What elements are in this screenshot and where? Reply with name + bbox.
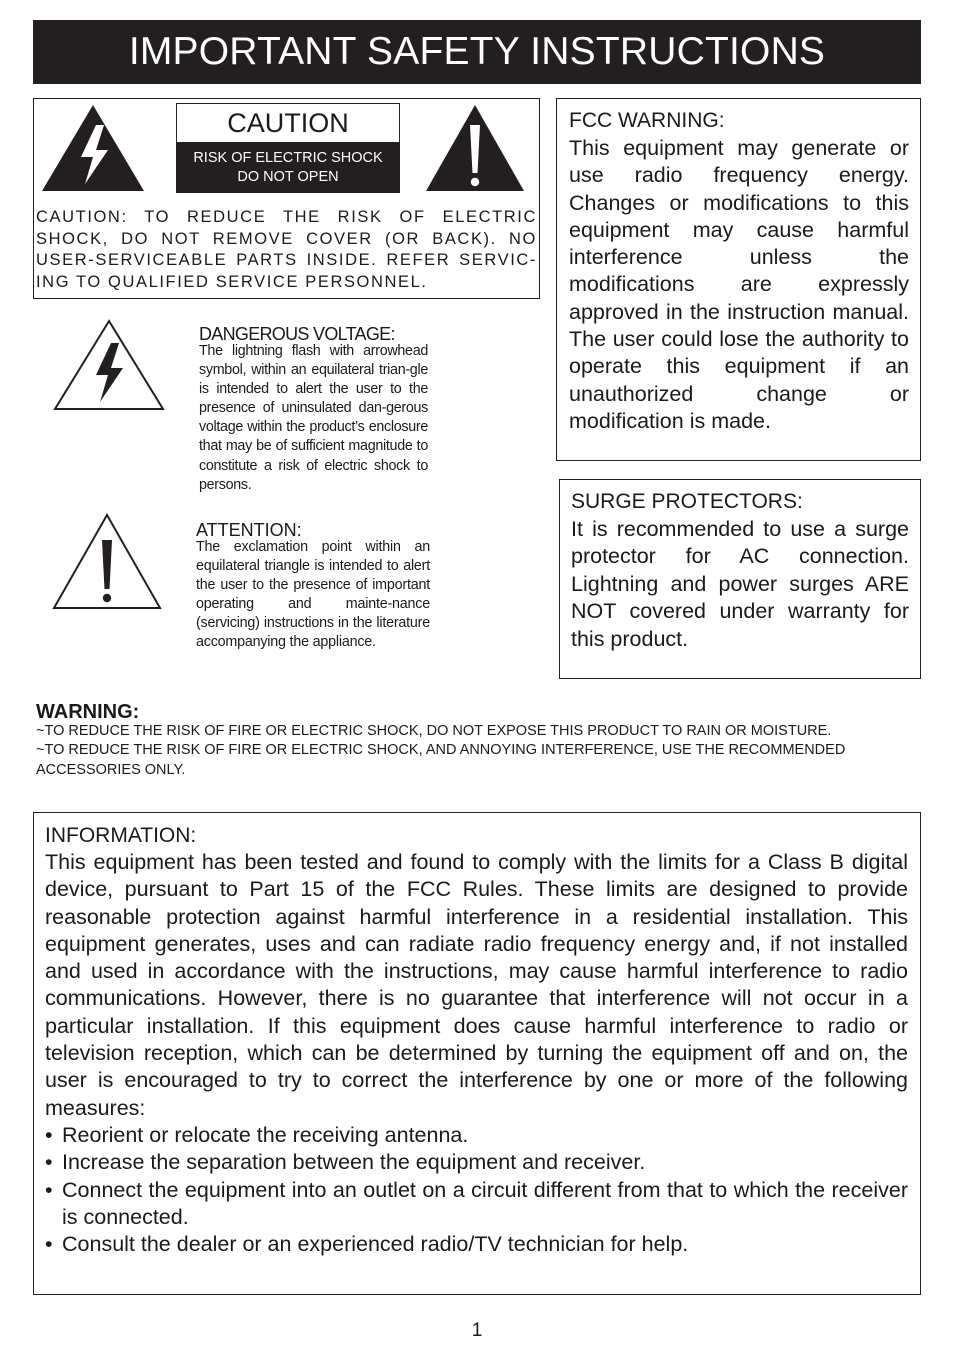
page-number: 1 xyxy=(471,1320,483,1341)
warning-line-2: ~TO REDUCE THE RISK OF FIRE OR ELECTRIC SHOCK, AND ANNOYING INTERFERENCE, USE THE RECOMMENDED ACCESSORIES ONLY. xyxy=(36,742,846,778)
lightning-warning-icon xyxy=(40,103,146,193)
list-item: • Connect the equipment into an outlet on a circuit different from that to which the receiver is connected. xyxy=(45,1177,908,1232)
dangerous-voltage-text: The lightning flash with arrowhead symbol, within an equilateral trian-gle is intended to alert the user to the presence of uninsulated dan-gerous voltage within the product’s enclosure that may be of sufficient magnitude to constitute a risk of electric shock to persons. xyxy=(199,343,428,493)
surge-protectors-text: It is recommended to use a surge protector for AC connection. Lightning and power surges ARE NOT covered under warranty for this product. xyxy=(571,517,909,651)
information-measures-list xyxy=(45,1122,908,1258)
fcc-warning-box xyxy=(556,98,921,461)
warning-title: WARNING: xyxy=(36,701,140,723)
surge-protectors-box xyxy=(559,479,921,679)
caution-sub-line1: RISK OF ELECTRIC SHOCK xyxy=(193,150,383,166)
list-item: • Reorient or relocate the receiving antenna. xyxy=(45,1122,908,1149)
exclamation-warning-icon xyxy=(424,103,526,193)
information-text: This equipment has been tested and found to comply with the limits for a Class B digital device, pursuant to Part 15 of the FCC Rules. These limits are designed to provide reasonable protection against harmful interference in a residential installation. This equipment generates, uses and can radiate radio frequency energy and, if not installed and used in accordance with the instructions, may cause harmful interference to radio communications. However, there is no guarantee that interference will not occur in a particular installation. If this equipment does cause harmful interference to radio or television reception, which can be determined by turning the equipment off and on, the user is encouraged to try to correct the interference by one or more of the following measures: xyxy=(45,850,908,1120)
surge-protectors-title: SURGE PROTECTORS: xyxy=(571,490,803,513)
list-item: • Consult the dealer or an experienced radio/TV technician for help. xyxy=(45,1231,908,1258)
fcc-warning-title: FCC WARNING: xyxy=(569,109,725,132)
warning-line-1: ~TO REDUCE THE RISK OF FIRE OR ELECTRIC SHOCK, DO NOT EXPOSE THIS PRODUCT TO RAIN OR MOISTURE. xyxy=(36,723,832,739)
caution-text: CAUTION: TO REDUCE THE RISK OF ELECTRIC SHOCK, DO NOT REMOVE COVER (OR BACK). NO USER-SERVICEABLE PARTS INSIDE. REFER SERVIC-ING TO QUALIFIED SERVICE PERSONNEL. xyxy=(36,208,537,292)
list-item: • Increase the separation between the equipment and receiver. xyxy=(45,1149,908,1176)
caution-sublabel xyxy=(176,143,400,193)
caution-sub-line2: DO NOT OPEN xyxy=(237,169,339,185)
attention-text: The exclamation point within an equilateral triangle is intended to alert the user to the presence of important operating and mainte-nance (servicing) instructions in the literature accompanying the appliance. xyxy=(196,539,430,651)
information-box xyxy=(33,812,921,1295)
dangerous-voltage-icon xyxy=(53,319,165,411)
attention-title: ATTENTION: xyxy=(196,520,302,540)
warning-text xyxy=(36,722,936,780)
fcc-warning-text: This equipment may generate or use radio frequency energy. Changes or modifications to this equipment may cause harmful interference unless the modifications are expressly approved in the instruction manual. The user could lose the authority to operate this equipment if an unauthorized change or modification is made. xyxy=(569,136,909,433)
dangerous-voltage-title: DANGEROUS VOLTAGE: xyxy=(199,324,395,344)
information-title: INFORMATION: xyxy=(45,824,197,847)
page-title: IMPORTANT SAFETY INSTRUCTIONS xyxy=(33,20,921,84)
attention-exclamation-icon xyxy=(52,513,162,610)
caution-label: CAUTION xyxy=(176,103,400,143)
caution-box xyxy=(33,98,540,299)
